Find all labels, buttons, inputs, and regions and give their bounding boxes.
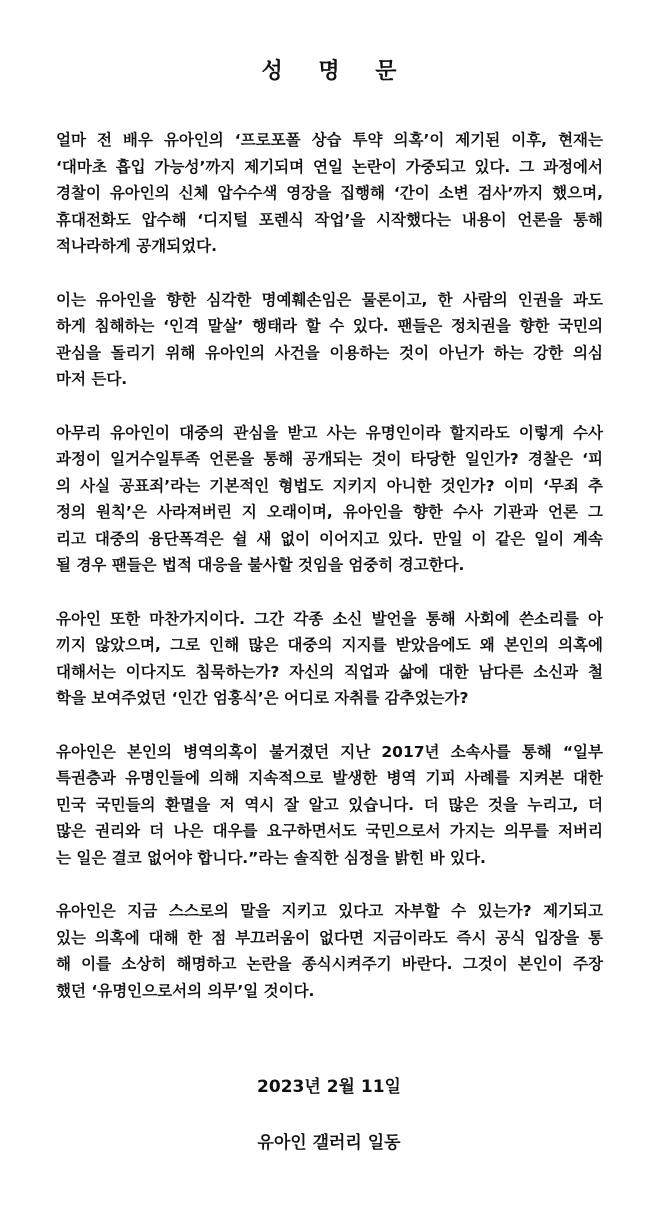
paragraph-line: ‘대마초 흡입 가능성’까지 제기되며 연일 논란이 가중되고 있다. 그 과정에서 [56, 157, 603, 176]
paragraph [56, 606, 603, 712]
statement-date: 2023년 2월 11일 [257, 1077, 401, 1097]
paragraph-line: 있는 의혹에 대해 한 점 부끄러움이 없다면 지금이라도 즉시 공식 입장을 통 [56, 928, 603, 947]
document-title: 성 명 문 [261, 59, 411, 84]
paragraph [56, 739, 603, 872]
paragraph-line: 특권층과 유명인들에 의해 지속적으로 발생한 병역 기피 사례를 지켜본 대한 [56, 769, 603, 787]
statement-signature: 유아인 갤러리 일동 [257, 1133, 401, 1153]
paragraph-line: 아무리 유아인이 대중의 관심을 받고 사는 유명인이라 할지라도 이렇게 수사 [56, 423, 603, 442]
paragraph-line: 과정이 일거수일투족 언론을 통해 공개되는 것이 타당한 일인가? 경찰은 ‘피 [56, 450, 603, 468]
paragraph-line: 대해서는 이다지도 침묵하는가? 자신의 직업과 삶에 대한 남다른 소신과 철 [56, 662, 603, 681]
paragraph [56, 287, 603, 393]
paragraph-line: 이는 유아인을 향한 심각한 명예훼손임은 물론이고, 한 사람의 인권을 과도 [56, 290, 603, 309]
paragraph-line: 민국 국민들의 환멸을 저 역시 잘 알고 있습니다. 더 많은 것을 누리고, 더 [56, 795, 603, 814]
paragraph-line: 많은 권리와 더 나은 대우를 요구하면서도 국민으로서 가지는 의무를 저버리 [56, 822, 603, 840]
paragraph-line: 유아인은 본인의 병역의혹이 불거졌던 지난 2017년 소속사를 통해 “일부 [56, 742, 603, 761]
paragraph-line: 는 일은 결코 없어야 합니다.”라는 솔직한 심정을 밝힌 바 있다. [56, 848, 486, 867]
paragraph-line: 유아인은 지금 스스로의 말을 지키고 있다고 자부할 수 있는가? 제기되고 [56, 902, 603, 920]
paragraph-line: 의 사실 공표죄’라는 기본적인 형법도 지키지 아니한 것인가? 이미 ‘무죄 추 [56, 476, 603, 495]
paragraph-line: 정의 원칙’은 사라져버린 지 오래이며, 유아인을 향한 수사 기관과 언론 그 [56, 503, 603, 521]
paragraph-line: 하게 침해하는 ‘인격 말살’ 행태라 할 수 있다. 팬들은 정치권을 향한 국민의 [56, 317, 603, 335]
paragraph [56, 420, 603, 579]
paragraph-line: 관심을 돌리기 위해 유아인의 사건을 이용하는 것이 아닌가 하는 강한 의심 [56, 343, 603, 362]
paragraph-line: 휴대전화도 압수해 ‘디지털 포렌식 작업’을 시작했다는 내용이 언론을 통해 [56, 210, 603, 229]
paragraph-line: 적나라하게 공개되었다. [56, 237, 218, 255]
paragraph-line: 마저 든다. [56, 370, 128, 388]
paragraph-line: 될 경우 팬들은 법적 대응을 불사할 것임을 엄중히 경고한다. [56, 556, 465, 574]
paragraph-line: 경찰이 유아인의 신체 압수수색 영장을 집행해 ‘간이 소변 검사’까지 했으며, [56, 184, 603, 202]
statement-body [56, 127, 603, 1031]
paragraph-line: 해 이를 소상히 해명하고 논란을 종식시켜주기 바란다. 그것이 본인이 주장 [56, 955, 603, 973]
paragraph-line: 했던 ‘유명인으로서의 의무’일 것이다. [56, 981, 315, 1000]
paragraph-line: 학을 보여주었던 ‘인간 엄홍식’은 어디로 자취를 감추었는가? [56, 689, 469, 707]
paragraph-line: 얼마 전 배우 유아인의 ‘프로포폴 상습 투약 의혹’이 제기된 이후, 현재는 [56, 131, 603, 149]
paragraph-line: 끼지 않았으며, 그로 인해 많은 대중의 지지를 받았음에도 왜 본인의 의혹에 [56, 636, 603, 654]
paragraph [56, 898, 603, 1004]
paragraph-line: 리고 대중의 융단폭격은 쉴 새 없이 이어지고 있다. 만일 이 같은 일이 계속 [56, 529, 603, 548]
paragraph-line: 유아인 또한 마찬가지이다. 그간 각종 소신 발언을 통해 사회에 쓴소리를 아 [56, 609, 603, 628]
paragraph [56, 127, 603, 260]
